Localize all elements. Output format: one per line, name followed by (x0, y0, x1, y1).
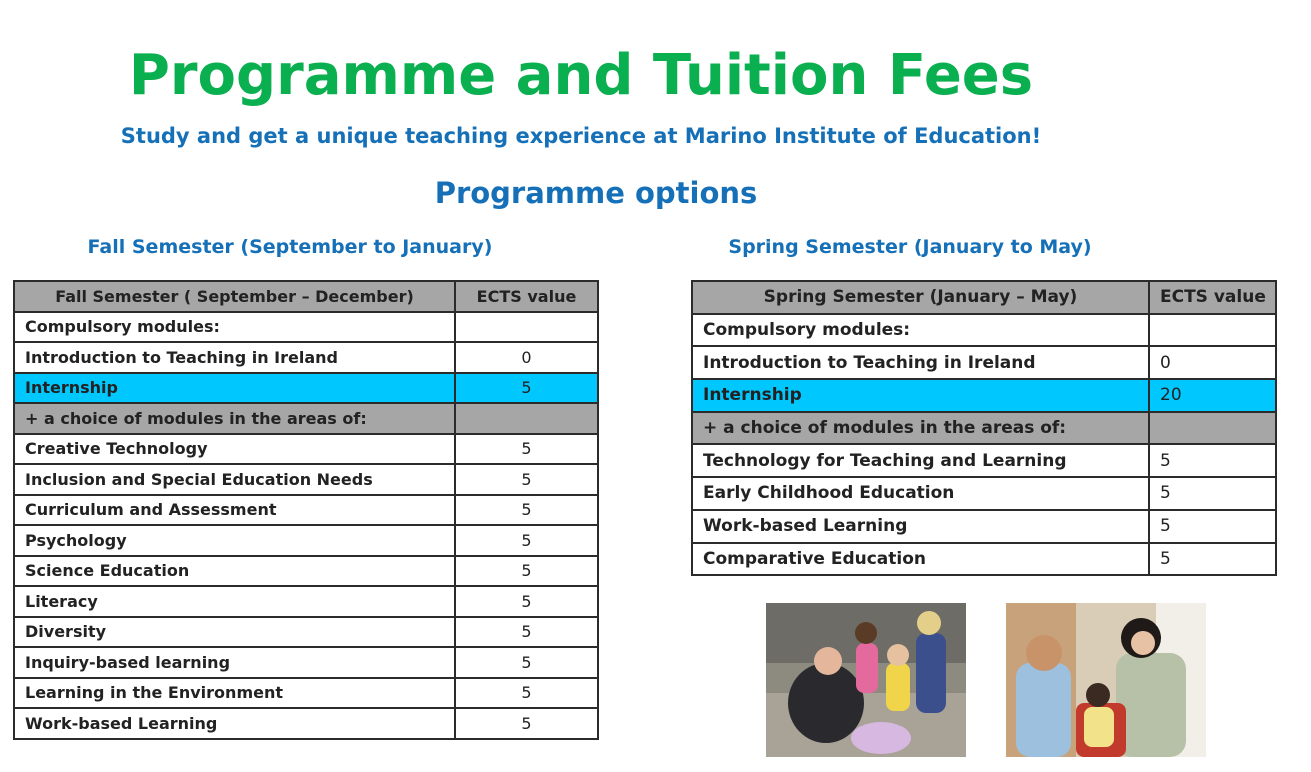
table-row (14, 495, 598, 526)
module-cell: Introduction to Teaching in Ireland (692, 346, 1149, 379)
table-row (692, 346, 1276, 379)
ects-cell: 5 (455, 586, 598, 617)
table-row-choice-label (14, 403, 598, 434)
ects-cell: 5 (455, 647, 598, 678)
table-row (14, 647, 598, 678)
module-cell: Internship (14, 373, 455, 404)
module-cell: + a choice of modules in the areas of: (692, 412, 1149, 445)
module-cell: Psychology (14, 525, 455, 556)
spring-semester-table (691, 280, 1277, 576)
table-row (14, 678, 598, 709)
module-cell: Comparative Education (692, 543, 1149, 576)
table-row (14, 708, 598, 739)
module-column-header: Spring Semester (January – May) (692, 281, 1149, 314)
teacher-with-children-photo (1006, 603, 1206, 757)
ects-cell (1149, 314, 1276, 347)
ects-column-header: ECTS value (455, 281, 598, 312)
table-row-internship (14, 373, 598, 404)
table-header-row (14, 281, 598, 312)
module-cell: Inclusion and Special Education Needs (14, 464, 455, 495)
ects-cell: 5 (1149, 477, 1276, 510)
table-row (14, 586, 598, 617)
ects-column-header: ECTS value (1149, 281, 1276, 314)
ects-cell: 20 (1149, 379, 1276, 412)
module-column-header: Fall Semester ( September – December) (14, 281, 455, 312)
spring-semester-heading: Spring Semester (January to May) (728, 236, 1092, 258)
table-row (14, 525, 598, 556)
children-outdoor-photo (766, 603, 966, 757)
table-row-internship (692, 379, 1276, 412)
table-row-compulsory-label (692, 314, 1276, 347)
ects-cell: 5 (455, 708, 598, 739)
module-cell: Curriculum and Assessment (14, 495, 455, 526)
ects-cell: 5 (1149, 510, 1276, 543)
table-row (14, 342, 598, 373)
table-row (692, 477, 1276, 510)
table-row (14, 464, 598, 495)
ects-cell (455, 403, 598, 434)
ects-cell: 5 (455, 617, 598, 648)
ects-cell: 0 (455, 342, 598, 373)
table-row (14, 617, 598, 648)
module-cell: Literacy (14, 586, 455, 617)
ects-cell (455, 312, 598, 343)
module-cell: Internship (692, 379, 1149, 412)
ects-cell: 0 (1149, 346, 1276, 379)
table-row (14, 434, 598, 465)
module-cell: Learning in the Environment (14, 678, 455, 709)
module-cell: Inquiry-based learning (14, 647, 455, 678)
page-subtitle: Study and get a unique teaching experience at Marino Institute of Education! (120, 124, 1042, 148)
table-row (14, 556, 598, 587)
ects-cell: 5 (455, 525, 598, 556)
ects-cell (1149, 412, 1276, 445)
module-cell: Science Education (14, 556, 455, 587)
table-row (692, 543, 1276, 576)
ects-cell: 5 (1149, 543, 1276, 576)
module-cell: Diversity (14, 617, 455, 648)
module-cell: + a choice of modules in the areas of: (14, 403, 455, 434)
ects-cell: 5 (455, 678, 598, 709)
module-cell: Technology for Teaching and Learning (692, 444, 1149, 477)
fall-semester-table (13, 280, 599, 740)
table-row-compulsory-label (14, 312, 598, 343)
ects-cell: 5 (455, 434, 598, 465)
module-cell: Compulsory modules: (14, 312, 455, 343)
table-header-row (692, 281, 1276, 314)
table-row (692, 510, 1276, 543)
ects-cell: 5 (1149, 444, 1276, 477)
table-row (692, 444, 1276, 477)
module-cell: Early Childhood Education (692, 477, 1149, 510)
module-cell: Work-based Learning (692, 510, 1149, 543)
module-cell: Work-based Learning (14, 708, 455, 739)
module-cell: Creative Technology (14, 434, 455, 465)
ects-cell: 5 (455, 373, 598, 404)
ects-cell: 5 (455, 495, 598, 526)
module-cell: Introduction to Teaching in Ireland (14, 342, 455, 373)
module-cell: Compulsory modules: (692, 314, 1149, 347)
table-row-choice-label (692, 412, 1276, 445)
fall-semester-heading: Fall Semester (September to January) (87, 236, 493, 258)
page-title: Programme and Tuition Fees (128, 43, 1034, 108)
ects-cell: 5 (455, 556, 598, 587)
ects-cell: 5 (455, 464, 598, 495)
programme-options-heading: Programme options (434, 176, 758, 210)
